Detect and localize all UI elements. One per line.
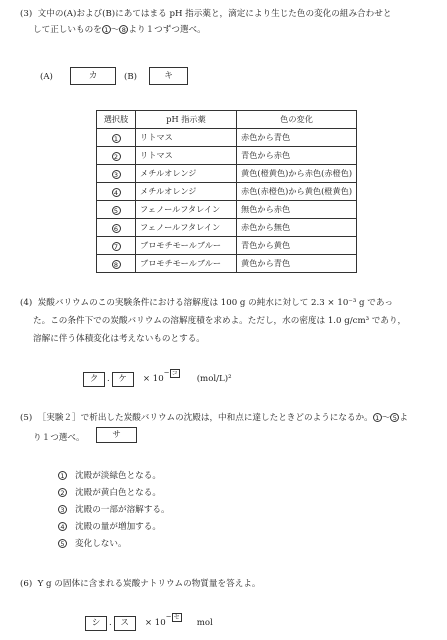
q4-answer-format [83, 366, 232, 382]
answer-box-se[interactable]: セ [173, 613, 180, 621]
table-row [97, 165, 357, 183]
option-text: 変化しない。 [75, 539, 127, 549]
choice-number: 5 [112, 206, 121, 215]
q4-number: (4) [20, 298, 33, 308]
exponent-minus: − [165, 612, 172, 621]
answer-b-label: (B) [124, 72, 138, 82]
table-header-row [97, 111, 357, 129]
q4-statement [20, 297, 393, 309]
q6-number: (6) [20, 579, 33, 589]
color-change-cell: 黄色(橙黄色)から赤色(赤橙色) [237, 165, 357, 183]
option-text: 沈殿が黄白色となる。 [75, 488, 161, 498]
color-change-cell: 青色から黄色 [237, 237, 357, 255]
q3-line2-pre: して正しいものを [33, 25, 102, 35]
answer-box-ki[interactable]: キ [149, 67, 188, 85]
answer-box-shi[interactable]: シ [85, 616, 107, 631]
choice-number: 7 [112, 242, 121, 251]
color-change-cell: 赤色から無色 [237, 219, 357, 237]
indicator-cell: リトマス [136, 129, 237, 147]
q5-line2: り１つ選べ。 [33, 433, 85, 443]
indicator-cell: メチルオレンジ [136, 165, 237, 183]
q6-answer-format [85, 610, 213, 626]
choice-number: 8 [112, 260, 121, 269]
q3-line2-post: より１つずつ選べ。 [128, 25, 206, 35]
choice-number: 3 [58, 505, 67, 514]
choice-number-1: 1 [373, 413, 382, 422]
answer-box-ka[interactable]: カ [70, 67, 116, 85]
header-choice: 選択肢 [97, 111, 136, 129]
table-row [97, 129, 357, 147]
color-change-cell: 赤色(赤橙色)から黄色(橙黄色) [237, 183, 357, 201]
option-text: 沈殿の量が増加する。 [75, 522, 161, 532]
times-ten: × 10 [144, 618, 166, 628]
list-item [58, 504, 170, 516]
answer-box-su[interactable]: ス [114, 616, 136, 631]
answer-box-ku[interactable]: ク [83, 372, 105, 387]
answer-box-sa[interactable]: サ [96, 427, 137, 443]
choice-number: 3 [112, 170, 121, 179]
choice-number: 5 [58, 539, 67, 548]
choice-number: 2 [58, 488, 67, 497]
choice-number-5: 5 [390, 413, 399, 422]
q6-unit: mol [196, 618, 213, 628]
q6-line1: Y g の固体に含まれる炭酸ナトリウムの物質量を答えよ。 [37, 579, 261, 589]
indicator-cell: フェノールフタレイン [136, 201, 237, 219]
choice-number: 4 [112, 188, 121, 197]
color-change-cell: 無色から赤色 [237, 201, 357, 219]
choice-number: 2 [112, 152, 121, 161]
header-color-change: 色の変化 [237, 111, 357, 129]
q5-line1: ［実験２］で析出した炭酸バリウムの沈殿は，中和点に達したときどのようになるか。 [37, 413, 373, 423]
table-row [97, 183, 357, 201]
color-change-cell: 青色から赤色 [237, 147, 357, 165]
list-item [58, 487, 161, 499]
table-row [97, 219, 357, 237]
q5-line1-mid: ～ [381, 413, 391, 423]
q4-line1: 炭酸バリウムのこの実験条件における溶解度は 100 g の純水に対して 2.3 × 10⁻³ g であっ [37, 298, 393, 308]
q3-line2 [33, 24, 206, 36]
color-change-cell: 赤色から青色 [237, 129, 357, 147]
choice-number-1: 1 [102, 25, 111, 34]
indicator-choice-table [96, 110, 357, 273]
indicator-cell: フェノールフタレイン [136, 219, 237, 237]
indicator-cell: メチルオレンジ [136, 183, 237, 201]
choice-number: 1 [112, 134, 121, 143]
q4-line2: た。この条件下での炭酸バリウムの溶解度積を求めよ。ただし，水の密度は 1.0 g/cm³ であり， [33, 316, 407, 326]
header-indicator: pH 指示薬 [136, 111, 237, 129]
list-item [58, 521, 161, 533]
q3-number: (3) [20, 9, 33, 19]
q3-line2-mid: ～ [110, 25, 120, 35]
q4-line3: 溶解に伴う体積変化は考えないものとする。 [33, 334, 205, 344]
q5-statement [20, 412, 408, 424]
option-text: 沈殿の一部が溶解する。 [75, 505, 170, 515]
decimal-point: . [107, 374, 110, 384]
answer-box-ko[interactable]: コ [171, 369, 178, 377]
table-row [97, 255, 357, 273]
indicator-cell: ブロモチモールブルー [136, 255, 237, 273]
exponent-minus: − [163, 368, 170, 377]
decimal-point: . [109, 618, 112, 628]
q3-line1: 文中の(A)および(B)にあてはまる pH 指示薬と，滴定により生じた色の変化の組み合わせと [37, 9, 392, 19]
times-ten: × 10 [142, 374, 164, 384]
answer-a-label: (A) [40, 72, 53, 82]
q6-statement [20, 578, 260, 590]
indicator-cell: ブロモチモールブルー [136, 237, 237, 255]
choice-number: 4 [58, 522, 67, 531]
color-change-cell: 黄色から青色 [237, 255, 357, 273]
indicator-cell: リトマス [136, 147, 237, 165]
table-row [97, 201, 357, 219]
q3-statement [20, 8, 391, 20]
q4-unit: (mol/L)² [196, 374, 232, 384]
choice-number-8: 8 [119, 25, 128, 34]
list-item [58, 470, 161, 482]
choice-number: 6 [112, 224, 121, 233]
option-text: 沈殿が淡緑色となる。 [75, 471, 161, 481]
q5-line1-post: よ [399, 413, 408, 423]
table-row [97, 147, 357, 165]
list-item [58, 538, 127, 550]
table-row [97, 237, 357, 255]
q5-number: (5) [20, 413, 33, 423]
choice-number: 1 [58, 471, 67, 480]
answer-box-ke[interactable]: ケ [112, 372, 134, 387]
